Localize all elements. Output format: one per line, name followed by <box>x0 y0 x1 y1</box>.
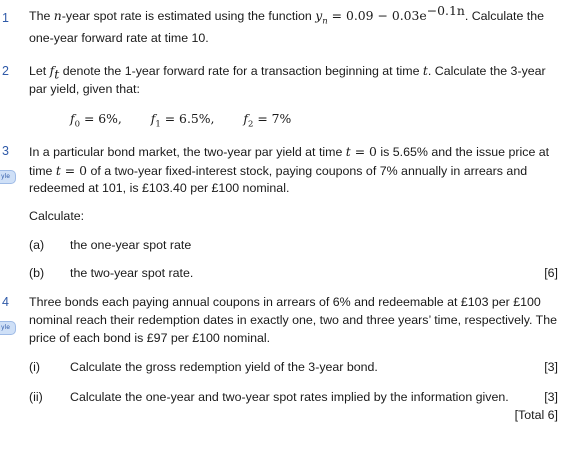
given-f0: $f_0 = 6\%$, <box>70 111 122 130</box>
q4-part-i-marks: [3] <box>544 360 558 374</box>
q4-part-ii-text: Calculate the one-year and two-year spot rates implied by the information given. <box>70 390 509 404</box>
q2-given-values <box>70 111 292 130</box>
q1-text-line-2: one-year forward rate at time 10. <box>29 31 209 45</box>
given-f1: $f_1 = 6.5\%$, <box>150 111 215 130</box>
q3-text-line-3: redeemed at 101, is £103.40 per £100 nominal. <box>29 181 290 195</box>
q1-formula: $y_n$ <box>315 8 328 27</box>
given-f2: $f_2 = 7\%$ <box>243 111 292 130</box>
q4-text-line-1: Three bonds each paying annual coupons in arrears of 6% and redeemable at £103 per £100 <box>29 295 541 309</box>
question-number-1: 1 <box>2 11 9 25</box>
q4-text-line-3: price of each bond is £97 per £100 nominal. <box>29 331 271 345</box>
question-number-4: 4 <box>2 295 9 309</box>
q2-text-line-2: par yield, given that: <box>29 82 140 96</box>
q3-part-a-text: the one-year spot rate <box>70 238 192 252</box>
q3-marks: [6] <box>544 266 558 280</box>
question-number-3: 3 <box>2 144 9 158</box>
q3-text-line-2: time t = 0 of a two-year fixed-interest stock, paying coupons of 7% annually in arrears and <box>29 163 528 178</box>
q4-part-i-text: Calculate the gross redemption yield of the 3-year bond. <box>70 360 378 374</box>
q4-text-line-2: nominal reach their redemption dates in exactly one, two and three years’ time, respectively. The <box>29 313 558 327</box>
question-style-badge: yle <box>0 321 16 335</box>
q3-part-b-label: (b) <box>29 266 45 280</box>
q3-calculate-label: Calculate: <box>29 209 85 223</box>
q3-part-a-label: (a) <box>29 238 45 252</box>
q4-part-ii-label: (ii) <box>29 390 43 404</box>
q1-text-line-1: The n-year spot rate is estimated using the function $y_n = 0.09 - 0.03e^{-0.1n}$. Calculate the <box>29 2 545 27</box>
q3-part-b-text: the two-year spot rate. <box>70 266 194 280</box>
q4-part-i-label: (i) <box>29 360 41 374</box>
q3-text-line-1: In a particular bond market, the two-year par yield at time t = 0 is 5.65% and the issue price at <box>29 144 550 159</box>
q4-part-ii-marks: [3] <box>544 390 558 404</box>
q2-text-line-1: Let $f_t$ denote the 1-year forward rate for a transaction beginning at time t. Calculate the 3-year <box>29 63 546 82</box>
q4-total-marks: [Total 6] <box>514 408 558 422</box>
question-number-2: 2 <box>2 64 9 78</box>
question-style-badge: yle <box>0 170 16 184</box>
